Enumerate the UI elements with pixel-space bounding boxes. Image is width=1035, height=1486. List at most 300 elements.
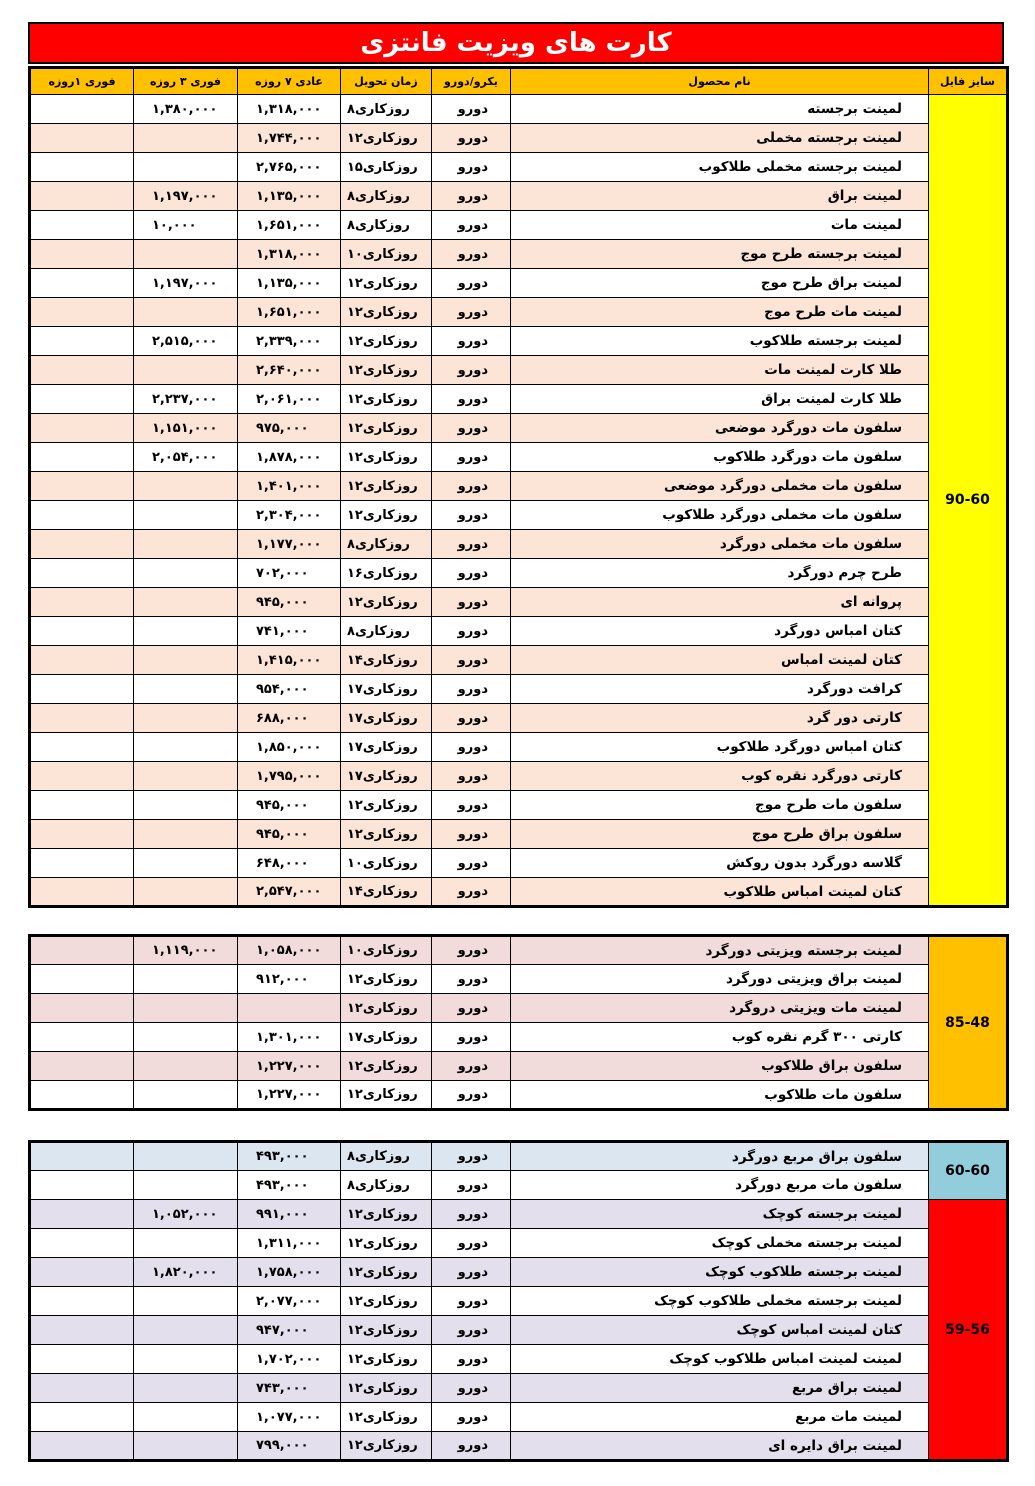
product-name: لمینت برجسته طرح موج	[511, 240, 929, 269]
table-row	[30, 675, 1008, 704]
delivery-time: ۱۲روزکاری	[341, 385, 432, 414]
normal7-price: ۲,۷۶۵,۰۰۰	[238, 153, 341, 182]
table-row	[30, 849, 1008, 878]
print-sides: دورو	[432, 1432, 511, 1461]
table-row	[30, 1258, 1008, 1287]
urgent1-price	[30, 675, 134, 704]
urgent3-price: ۱,۰۵۲,۰۰۰	[134, 1200, 238, 1229]
delivery-time: ۱۲روزکاری	[341, 356, 432, 385]
delivery-time: ۱۲روزکاری	[341, 1258, 432, 1287]
urgent3-price	[134, 704, 238, 733]
delivery-time: ۱۶روزکاری	[341, 559, 432, 588]
urgent3-price	[134, 646, 238, 675]
delivery-time: ۱۲روزکاری	[341, 269, 432, 298]
table-row	[30, 240, 1008, 269]
delivery-time: ۱۲روزکاری	[341, 994, 432, 1023]
delivery-time: ۱۰روزکاری	[341, 936, 432, 965]
urgent3-price	[134, 298, 238, 327]
table-row	[30, 762, 1008, 791]
table-row	[30, 385, 1008, 414]
urgent3-price	[134, 1052, 238, 1081]
urgent1-price	[30, 1229, 134, 1258]
normal7-price: ۹۴۵,۰۰۰	[238, 791, 341, 820]
normal7-price: ۱,۱۳۵,۰۰۰	[238, 182, 341, 211]
urgent1-price	[30, 704, 134, 733]
normal7-price: ۱,۳۱۸,۰۰۰	[238, 240, 341, 269]
normal7-price: ۱,۷۴۴,۰۰۰	[238, 124, 341, 153]
urgent3-price	[134, 733, 238, 762]
normal7-price: ۹۹۱,۰۰۰	[238, 1200, 341, 1229]
urgent3-price	[134, 1287, 238, 1316]
print-sides: دورو	[432, 298, 511, 327]
product-name: لمینت براق ویزیتی دورگرد	[511, 965, 929, 994]
delivery-time: ۱۲روزکاری	[341, 1345, 432, 1374]
normal7-price: ۹۴۵,۰۰۰	[238, 820, 341, 849]
delivery-time: ۸روزکاری	[341, 1171, 432, 1200]
urgent3-price	[134, 762, 238, 791]
urgent3-price: ۱,۱۵۱,۰۰۰	[134, 414, 238, 443]
print-sides: دورو	[432, 1081, 511, 1110]
urgent1-price	[30, 443, 134, 472]
urgent3-price	[134, 588, 238, 617]
delivery-time: ۱۰روزکاری	[341, 240, 432, 269]
product-name: لمینت برجسته مخملی	[511, 124, 929, 153]
delivery-time: ۸روزکاری	[341, 1142, 432, 1171]
urgent3-price	[134, 1171, 238, 1200]
product-name: لمینت برجسته ویزیتی دورگرد	[511, 936, 929, 965]
product-name: لمینت براق طرح موج	[511, 269, 929, 298]
normal7-price: ۱,۳۱۸,۰۰۰	[238, 95, 341, 124]
delivery-time: ۱۲روزکاری	[341, 1081, 432, 1110]
print-sides: دورو	[432, 617, 511, 646]
urgent3-price	[134, 617, 238, 646]
delivery-time: ۸روزکاری	[341, 530, 432, 559]
urgent1-price	[30, 240, 134, 269]
urgent3-price: ۱۰,۰۰۰	[134, 211, 238, 240]
normal7-price: ۹۴۷,۰۰۰	[238, 1316, 341, 1345]
print-sides: دورو	[432, 1229, 511, 1258]
print-sides: دورو	[432, 530, 511, 559]
print-sides: دورو	[432, 182, 511, 211]
urgent3-price	[134, 1081, 238, 1110]
urgent1-price	[30, 1171, 134, 1200]
delivery-time: ۱۲روزکاری	[341, 327, 432, 356]
product-name: سلفون مات طلاکوب	[511, 1081, 929, 1110]
header-sides: یکرو/دورو	[432, 68, 511, 95]
urgent1-price	[30, 501, 134, 530]
header-delivery: زمان تحویل	[341, 68, 432, 95]
normal7-price: ۱,۴۱۵,۰۰۰	[238, 646, 341, 675]
normal7-price: ۴۹۳,۰۰۰	[238, 1171, 341, 1200]
normal7-price: ۹۱۲,۰۰۰	[238, 965, 341, 994]
table-row	[30, 298, 1008, 327]
product-name: طلا کارت لمینت براق	[511, 385, 929, 414]
print-sides: دورو	[432, 994, 511, 1023]
urgent3-price	[134, 1023, 238, 1052]
urgent1-price	[30, 1403, 134, 1432]
table-row	[30, 211, 1008, 240]
normal7-price: ۲,۶۴۰,۰۰۰	[238, 356, 341, 385]
urgent1-price	[30, 994, 134, 1023]
urgent1-price	[30, 298, 134, 327]
urgent1-price	[30, 1023, 134, 1052]
table-row	[30, 501, 1008, 530]
urgent1-price	[30, 820, 134, 849]
product-name: کتان لمینت امباس	[511, 646, 929, 675]
normal7-price: ۹۷۵,۰۰۰	[238, 414, 341, 443]
table-row	[30, 124, 1008, 153]
product-name: لمینت مات	[511, 211, 929, 240]
table-85-48	[28, 934, 1009, 1111]
normal7-price: ۲,۳۳۹,۰۰۰	[238, 327, 341, 356]
table-row	[30, 1287, 1008, 1316]
product-name: سلفون مات مخملی دورگرد موضعی	[511, 472, 929, 501]
normal7-price: ۲,۵۴۷,۰۰۰	[238, 878, 341, 907]
normal7-price: ۲,۰۶۱,۰۰۰	[238, 385, 341, 414]
table-row	[30, 1052, 1008, 1081]
table-60-60-and-59-56	[28, 1140, 1009, 1462]
print-sides: دورو	[432, 791, 511, 820]
urgent1-price	[30, 1142, 134, 1171]
table-row	[30, 1432, 1008, 1461]
table-row	[30, 646, 1008, 675]
print-sides: دورو	[432, 1345, 511, 1374]
delivery-time: ۱۲روزکاری	[341, 588, 432, 617]
product-name: کتان امباس دورگرد	[511, 617, 929, 646]
product-name: لمینت برجسته	[511, 95, 929, 124]
print-sides: دورو	[432, 153, 511, 182]
normal7-price: ۱,۴۰۱,۰۰۰	[238, 472, 341, 501]
urgent1-price	[30, 617, 134, 646]
normal7-price: ۱,۷۰۲,۰۰۰	[238, 1345, 341, 1374]
product-name: سلفون مات طرح موج	[511, 791, 929, 820]
print-sides: دورو	[432, 820, 511, 849]
table-row	[30, 530, 1008, 559]
normal7-price: ۷۹۹,۰۰۰	[238, 1432, 341, 1461]
normal7-price: ۱,۳۰۱,۰۰۰	[238, 1023, 341, 1052]
urgent1-price	[30, 1052, 134, 1081]
urgent3-price: ۲,۰۵۴,۰۰۰	[134, 443, 238, 472]
normal7-price: ۱,۲۲۷,۰۰۰	[238, 1081, 341, 1110]
table-row	[30, 617, 1008, 646]
table-row	[30, 1023, 1008, 1052]
urgent1-price	[30, 965, 134, 994]
urgent3-price	[134, 1432, 238, 1461]
header-product: نام محصول	[511, 68, 929, 95]
print-sides: دورو	[432, 472, 511, 501]
delivery-time: ۱۲روزکاری	[341, 1403, 432, 1432]
print-sides: دورو	[432, 1258, 511, 1287]
delivery-time: ۱۷روزکاری	[341, 675, 432, 704]
delivery-time: ۸روزکاری	[341, 211, 432, 240]
product-name: لمینت براق مربع	[511, 1374, 929, 1403]
size-label: 85-48	[929, 936, 1008, 1110]
normal7-price	[238, 994, 341, 1023]
print-sides: دورو	[432, 95, 511, 124]
product-name: لمینت مات ویزیتی دروگرد	[511, 994, 929, 1023]
urgent1-price	[30, 733, 134, 762]
urgent3-price	[134, 849, 238, 878]
print-sides: دورو	[432, 1200, 511, 1229]
urgent3-price: ۱,۱۹۷,۰۰۰	[134, 269, 238, 298]
product-name: پروانه ای	[511, 588, 929, 617]
product-name: لمینت مات طرح موج	[511, 298, 929, 327]
print-sides: دورو	[432, 762, 511, 791]
delivery-time: ۱۲روزکاری	[341, 1374, 432, 1403]
product-name: لمینت براق دایره ای	[511, 1432, 929, 1461]
product-name: گلاسه دورگرد بدون روکش	[511, 849, 929, 878]
urgent1-price	[30, 878, 134, 907]
product-name: کتان لمینت امباس کوچک	[511, 1316, 929, 1345]
print-sides: دورو	[432, 965, 511, 994]
urgent1-price	[30, 1200, 134, 1229]
table-row	[30, 820, 1008, 849]
urgent1-price	[30, 1081, 134, 1110]
delivery-time: ۱۲روزکاری	[341, 820, 432, 849]
normal7-price: ۲,۰۷۷,۰۰۰	[238, 1287, 341, 1316]
urgent3-price	[134, 1316, 238, 1345]
product-name: سلفون براق مربع دورگرد	[511, 1142, 929, 1171]
delivery-time: ۱۰روزکاری	[341, 849, 432, 878]
table-row	[30, 1081, 1008, 1110]
product-name: لمینت برجسته مخملی کوچک	[511, 1229, 929, 1258]
table-row	[30, 994, 1008, 1023]
urgent1-price	[30, 646, 134, 675]
table-row	[30, 414, 1008, 443]
delivery-time: ۸روزکاری	[341, 617, 432, 646]
urgent1-price	[30, 414, 134, 443]
table-row	[30, 356, 1008, 385]
urgent1-price	[30, 1374, 134, 1403]
print-sides: دورو	[432, 849, 511, 878]
table-row	[30, 936, 1008, 965]
table-row	[30, 791, 1008, 820]
urgent1-price	[30, 1316, 134, 1345]
print-sides: دورو	[432, 646, 511, 675]
product-name: سلفون مات دورگرد طلاکوب	[511, 443, 929, 472]
normal7-price: ۱,۸۷۸,۰۰۰	[238, 443, 341, 472]
table-row	[30, 1316, 1008, 1345]
table-row	[30, 443, 1008, 472]
urgent3-price	[134, 965, 238, 994]
urgent3-price	[134, 501, 238, 530]
urgent1-price	[30, 327, 134, 356]
product-name: کتان لمینت امباس طلاکوب	[511, 878, 929, 907]
table-row	[30, 588, 1008, 617]
table-row	[30, 559, 1008, 588]
urgent1-price	[30, 791, 134, 820]
delivery-time: ۱۲روزکاری	[341, 1052, 432, 1081]
delivery-time: ۱۲روزکاری	[341, 1287, 432, 1316]
delivery-time: ۱۲روزکاری	[341, 501, 432, 530]
urgent3-price	[134, 559, 238, 588]
normal7-price: ۱,۸۵۰,۰۰۰	[238, 733, 341, 762]
normal7-price: ۲,۳۰۴,۰۰۰	[238, 501, 341, 530]
urgent1-price	[30, 1345, 134, 1374]
normal7-price: ۱,۱۳۵,۰۰۰	[238, 269, 341, 298]
urgent1-price	[30, 1287, 134, 1316]
urgent1-price	[30, 588, 134, 617]
urgent3-price	[134, 1229, 238, 1258]
product-name: کرافت دورگرد	[511, 675, 929, 704]
print-sides: دورو	[432, 211, 511, 240]
print-sides: دورو	[432, 1316, 511, 1345]
print-sides: دورو	[432, 269, 511, 298]
normal7-price: ۱,۰۵۸,۰۰۰	[238, 936, 341, 965]
size-label: 90-60	[929, 95, 1008, 907]
product-name: طرح چرم دورگرد	[511, 559, 929, 588]
product-name: سلفون مات مخملی دورگرد	[511, 530, 929, 559]
print-sides: دورو	[432, 385, 511, 414]
product-name: کتان امباس دورگرد طلاکوب	[511, 733, 929, 762]
table-row	[30, 1142, 1008, 1171]
urgent1-price	[30, 153, 134, 182]
urgent3-price	[134, 878, 238, 907]
table-row	[30, 965, 1008, 994]
delivery-time: ۱۲روزکاری	[341, 791, 432, 820]
delivery-time: ۱۵روزکاری	[341, 153, 432, 182]
print-sides: دورو	[432, 559, 511, 588]
delivery-time: ۱۴روزکاری	[341, 878, 432, 907]
normal7-price: ۷۰۲,۰۰۰	[238, 559, 341, 588]
delivery-time: ۱۴روزکاری	[341, 646, 432, 675]
product-name: لمینت برجسته مخملی طلاکوب	[511, 153, 929, 182]
delivery-time: ۱۲روزکاری	[341, 965, 432, 994]
normal7-price: ۶۸۸,۰۰۰	[238, 704, 341, 733]
product-name: لمینت براق	[511, 182, 929, 211]
table-row	[30, 1171, 1008, 1200]
print-sides: دورو	[432, 327, 511, 356]
header-normal7: عادی ۷ روزه	[238, 68, 341, 95]
print-sides: دورو	[432, 501, 511, 530]
urgent3-price: ۱,۳۸۰,۰۰۰	[134, 95, 238, 124]
urgent3-price	[134, 994, 238, 1023]
table-row	[30, 1345, 1008, 1374]
urgent1-price	[30, 530, 134, 559]
urgent3-price	[134, 791, 238, 820]
urgent3-price	[134, 356, 238, 385]
table-row	[30, 1403, 1008, 1432]
urgent3-price: ۱,۱۱۹,۰۰۰	[134, 936, 238, 965]
urgent1-price	[30, 849, 134, 878]
delivery-time: ۱۲روزکاری	[341, 298, 432, 327]
size-label: 60-60	[929, 1142, 1008, 1200]
urgent1-price	[30, 936, 134, 965]
urgent1-price	[30, 269, 134, 298]
product-name: لمینت برجسته طلاکوب کوچک	[511, 1258, 929, 1287]
urgent3-price	[134, 675, 238, 704]
product-name: سلفون براق طرح موج	[511, 820, 929, 849]
urgent1-price	[30, 385, 134, 414]
delivery-time: ۸روزکاری	[341, 182, 432, 211]
urgent3-price: ۱,۱۹۷,۰۰۰	[134, 182, 238, 211]
normal7-price: ۷۴۳,۰۰۰	[238, 1374, 341, 1403]
normal7-price: ۱,۲۲۷,۰۰۰	[238, 1052, 341, 1081]
urgent1-price	[30, 1258, 134, 1287]
delivery-time: ۱۲روزکاری	[341, 1316, 432, 1345]
page-title: کارت های ویزیت فانتزی	[28, 22, 1004, 64]
table-row	[30, 269, 1008, 298]
print-sides: دورو	[432, 704, 511, 733]
table-row	[30, 182, 1008, 211]
product-name: کارتی دور گرد	[511, 704, 929, 733]
urgent3-price	[134, 240, 238, 269]
normal7-price: ۹۴۵,۰۰۰	[238, 588, 341, 617]
product-name: لمینت لمینت امباس طلاکوب کوچک	[511, 1345, 929, 1374]
header-size: سایز فایل	[929, 68, 1008, 95]
urgent3-price	[134, 124, 238, 153]
normal7-price: ۹۵۴,۰۰۰	[238, 675, 341, 704]
delivery-time: ۱۲روزکاری	[341, 1432, 432, 1461]
product-name: سلفون مات مخملی دورگرد طلاکوب	[511, 501, 929, 530]
delivery-time: ۱۲روزکاری	[341, 1200, 432, 1229]
table-row	[30, 95, 1008, 124]
delivery-time: ۱۷روزکاری	[341, 762, 432, 791]
product-name: کارتی دورگرد نقره کوب	[511, 762, 929, 791]
delivery-time: ۱۲روزکاری	[341, 124, 432, 153]
size-label: 59-56	[929, 1200, 1008, 1461]
table-row	[30, 733, 1008, 762]
table-row	[30, 878, 1008, 907]
urgent3-price	[134, 1345, 238, 1374]
delivery-time: ۱۲روزکاری	[341, 414, 432, 443]
product-name: سلفون براق طلاکوب	[511, 1052, 929, 1081]
delivery-time: ۱۷روزکاری	[341, 704, 432, 733]
print-sides: دورو	[432, 414, 511, 443]
print-sides: دورو	[432, 1023, 511, 1052]
print-sides: دورو	[432, 1287, 511, 1316]
urgent3-price	[134, 1142, 238, 1171]
header-urgent3: فوری ۳ روزه	[134, 68, 238, 95]
normal7-price: ۱,۷۵۸,۰۰۰	[238, 1258, 341, 1287]
print-sides: دورو	[432, 733, 511, 762]
print-sides: دورو	[432, 124, 511, 153]
urgent1-price	[30, 1432, 134, 1461]
product-name: لمینت برجسته کوچک	[511, 1200, 929, 1229]
table-90-60	[28, 66, 1009, 908]
urgent1-price	[30, 472, 134, 501]
delivery-time: ۱۲روزکاری	[341, 472, 432, 501]
table-row	[30, 153, 1008, 182]
table-row	[30, 1229, 1008, 1258]
normal7-price: ۱,۳۱۱,۰۰۰	[238, 1229, 341, 1258]
normal7-price: ۱,۶۵۱,۰۰۰	[238, 298, 341, 327]
product-name: لمینت برجسته طلاکوب	[511, 327, 929, 356]
urgent3-price	[134, 1374, 238, 1403]
normal7-price: ۱,۱۷۷,۰۰۰	[238, 530, 341, 559]
urgent3-price	[134, 153, 238, 182]
print-sides: دورو	[432, 1142, 511, 1171]
urgent3-price: ۲,۲۳۷,۰۰۰	[134, 385, 238, 414]
product-name: کارتی ۳۰۰ گرم نقره کوب	[511, 1023, 929, 1052]
print-sides: دورو	[432, 443, 511, 472]
urgent1-price	[30, 211, 134, 240]
product-name: سلفون مات مربع دورگرد	[511, 1171, 929, 1200]
product-name: سلفون مات دورگرد موضعی	[511, 414, 929, 443]
urgent1-price	[30, 95, 134, 124]
normal7-price: ۴۹۳,۰۰۰	[238, 1142, 341, 1171]
delivery-time: ۱۲روزکاری	[341, 443, 432, 472]
delivery-time: ۸روزکاری	[341, 95, 432, 124]
urgent3-price	[134, 1403, 238, 1432]
urgent3-price: ۲,۵۱۵,۰۰۰	[134, 327, 238, 356]
print-sides: دورو	[432, 936, 511, 965]
urgent3-price	[134, 820, 238, 849]
urgent1-price	[30, 356, 134, 385]
table-row	[30, 1200, 1008, 1229]
table-row	[30, 704, 1008, 733]
table-row	[30, 327, 1008, 356]
